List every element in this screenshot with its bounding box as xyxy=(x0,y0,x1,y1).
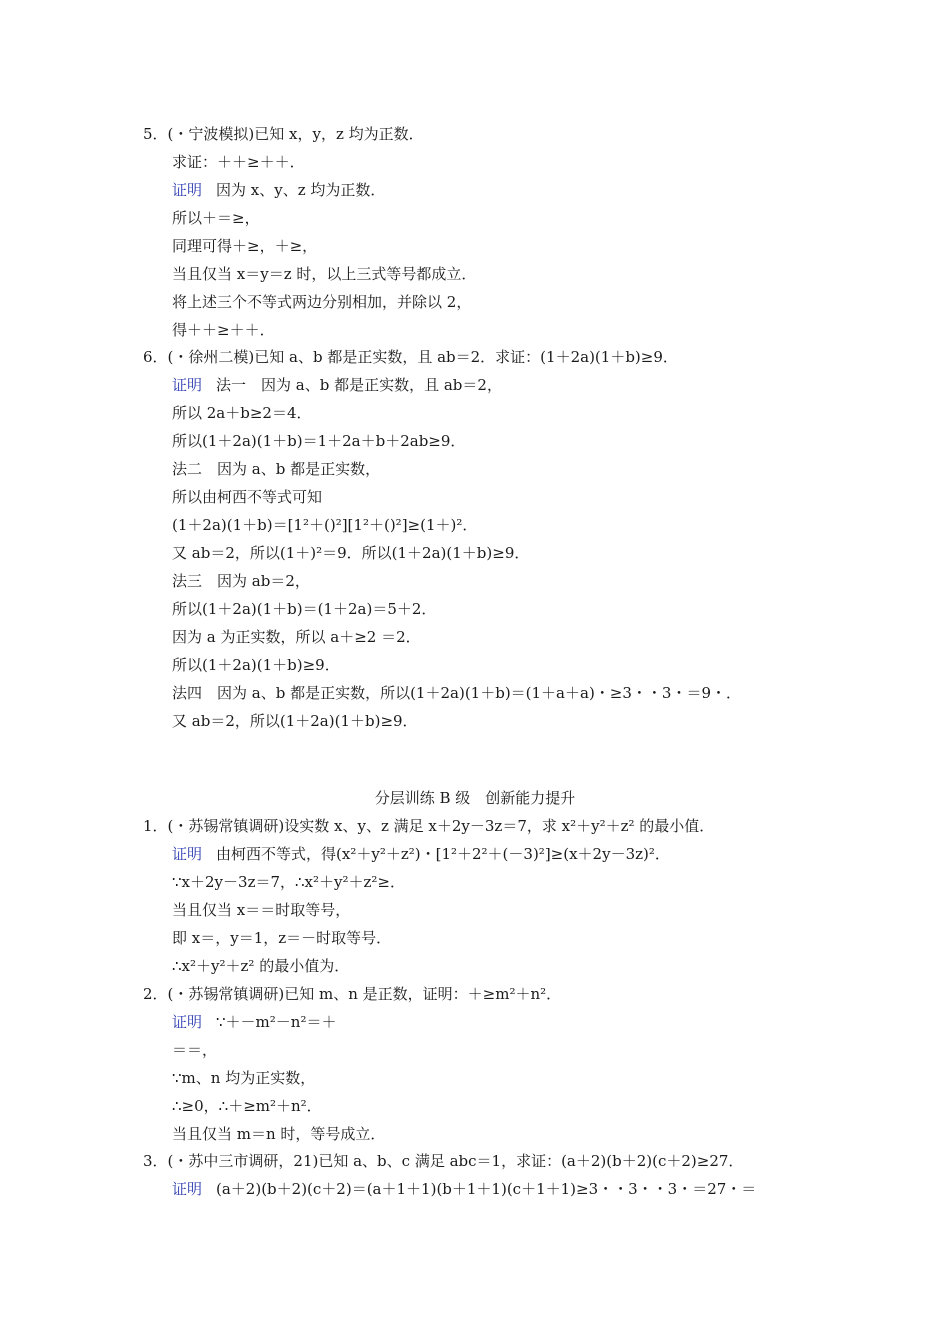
problem-6-line: (1＋2a)(1＋b)＝[1²＋()²][1²＋()²]≥(1＋)²． xyxy=(172,516,478,534)
section-title: 分层训练 B 级 创新能力提升 xyxy=(374,789,576,807)
proof-label: 证明 xyxy=(172,845,203,863)
problem-b1-line: 即 x＝，y＝1，z＝－时取等号． xyxy=(172,929,392,947)
problem-5-header: 5．(・宁波模拟)已知 x，y，z 均为正数． xyxy=(143,125,424,143)
problem-5-line: 所以＋＝≥， xyxy=(172,209,260,227)
problem-5-line: 证明 因为 x、y、z 均为正数． xyxy=(172,181,386,199)
problem-6-line: 所以(1＋2a)(1＋b)＝1＋2a＋b＋2ab≥9． xyxy=(172,432,466,450)
problem-b3-header: 3．(・苏中三市调研，21)已知 a、b、c 满足 abc＝1，求证：(a＋2)(b＋2)(c＋2)≥27． xyxy=(143,1152,744,1170)
problem-6-line: 证明 法一 因为 a、b 都是正实数，且 ab＝2， xyxy=(172,376,502,394)
problem-5-line: 求证：＋＋≥＋＋． xyxy=(172,153,305,171)
problem-6-line: 法三 因为 ab＝2， xyxy=(172,572,310,590)
proof-label: 证明 xyxy=(172,376,203,394)
problem-b3-line: 证明 (a＋2)(b＋2)(c＋2)＝(a＋1＋1)(b＋1＋1)(c＋1＋1)≥3・・3・・3・＝27・＝ xyxy=(172,1180,757,1198)
problem-b2-line: 当且仅当 m＝n 时，等号成立． xyxy=(172,1125,386,1143)
proof-label: 证明 xyxy=(172,1013,203,1031)
problem-6-line: 法四 因为 a、b 都是正实数，所以(1＋2a)(1＋b)＝(1＋a＋a)・≥3・・3・＝9・． xyxy=(172,684,741,702)
problem-b2-line: ∵m、n 均为正实数， xyxy=(172,1069,316,1087)
proof-label: 证明 xyxy=(172,1180,203,1198)
problem-b1-line: 证明 由柯西不等式，得(x²＋y²＋z²)・[1²＋2²＋(－3)²]≥(x＋2y－3z)²． xyxy=(172,845,670,863)
problem-b1-line: ∵x＋2y－3z＝7，∴x²＋y²＋z²≥． xyxy=(172,873,405,891)
problem-6-line: 所以(1＋2a)(1＋b)＝(1＋2a)＝5＋2． xyxy=(172,600,437,618)
problem-b2-line: ∴≥0，∴＋≥m²＋n²． xyxy=(172,1097,322,1115)
problem-6-line: 又 ab＝2，所以(1＋)²＝9．所以(1＋2a)(1＋b)≥9． xyxy=(172,544,530,562)
problem-6-line: 所以(1＋2a)(1＋b)≥9． xyxy=(172,656,340,674)
problem-6-header: 6．(・徐州二模)已知 a、b 都是正实数，且 ab＝2．求证：(1＋2a)(1＋b)≥9． xyxy=(143,348,678,366)
problem-b2-header: 2．(・苏锡常镇调研)已知 m、n 是正数，证明：＋≥m²＋n²． xyxy=(143,985,562,1003)
problem-5-line: 同理可得＋≥，＋≥， xyxy=(172,237,318,255)
problem-6-line: 法二 因为 a、b 都是正实数， xyxy=(172,460,381,478)
problem-b1-header: 1．(・苏锡常镇调研)设实数 x、y、z 满足 x＋2y－3z＝7，求 x²＋y²＋z² 的最小值． xyxy=(143,817,715,835)
problem-b2-line: 证明 ∵＋－m²－n²＝＋ xyxy=(172,1013,337,1031)
problem-6-line: 又 ab＝2，所以(1＋2a)(1＋b)≥9． xyxy=(172,712,418,730)
problem-b2-line: ＝＝， xyxy=(172,1041,218,1059)
problem-5-line: 得＋＋≥＋＋． xyxy=(172,321,275,339)
proof-label: 证明 xyxy=(172,181,203,199)
problem-6-line: 所以由柯西不等式可知 xyxy=(172,488,323,506)
problem-b1-line: ∴x²＋y²＋z² 的最小值为． xyxy=(172,957,350,975)
problem-6-line: 所以 2a＋b≥2＝4． xyxy=(172,404,312,422)
problem-6-line: 因为 a 为正实数，所以 a＋≥2 ＝2． xyxy=(172,628,421,646)
problem-5-line: 当且仅当 x＝y＝z 时，以上三式等号都成立． xyxy=(172,265,477,283)
problem-5-line: 将上述三个不等式两边分别相加，并除以 2， xyxy=(172,293,472,311)
problem-b1-line: 当且仅当 x＝＝时取等号， xyxy=(172,901,351,919)
